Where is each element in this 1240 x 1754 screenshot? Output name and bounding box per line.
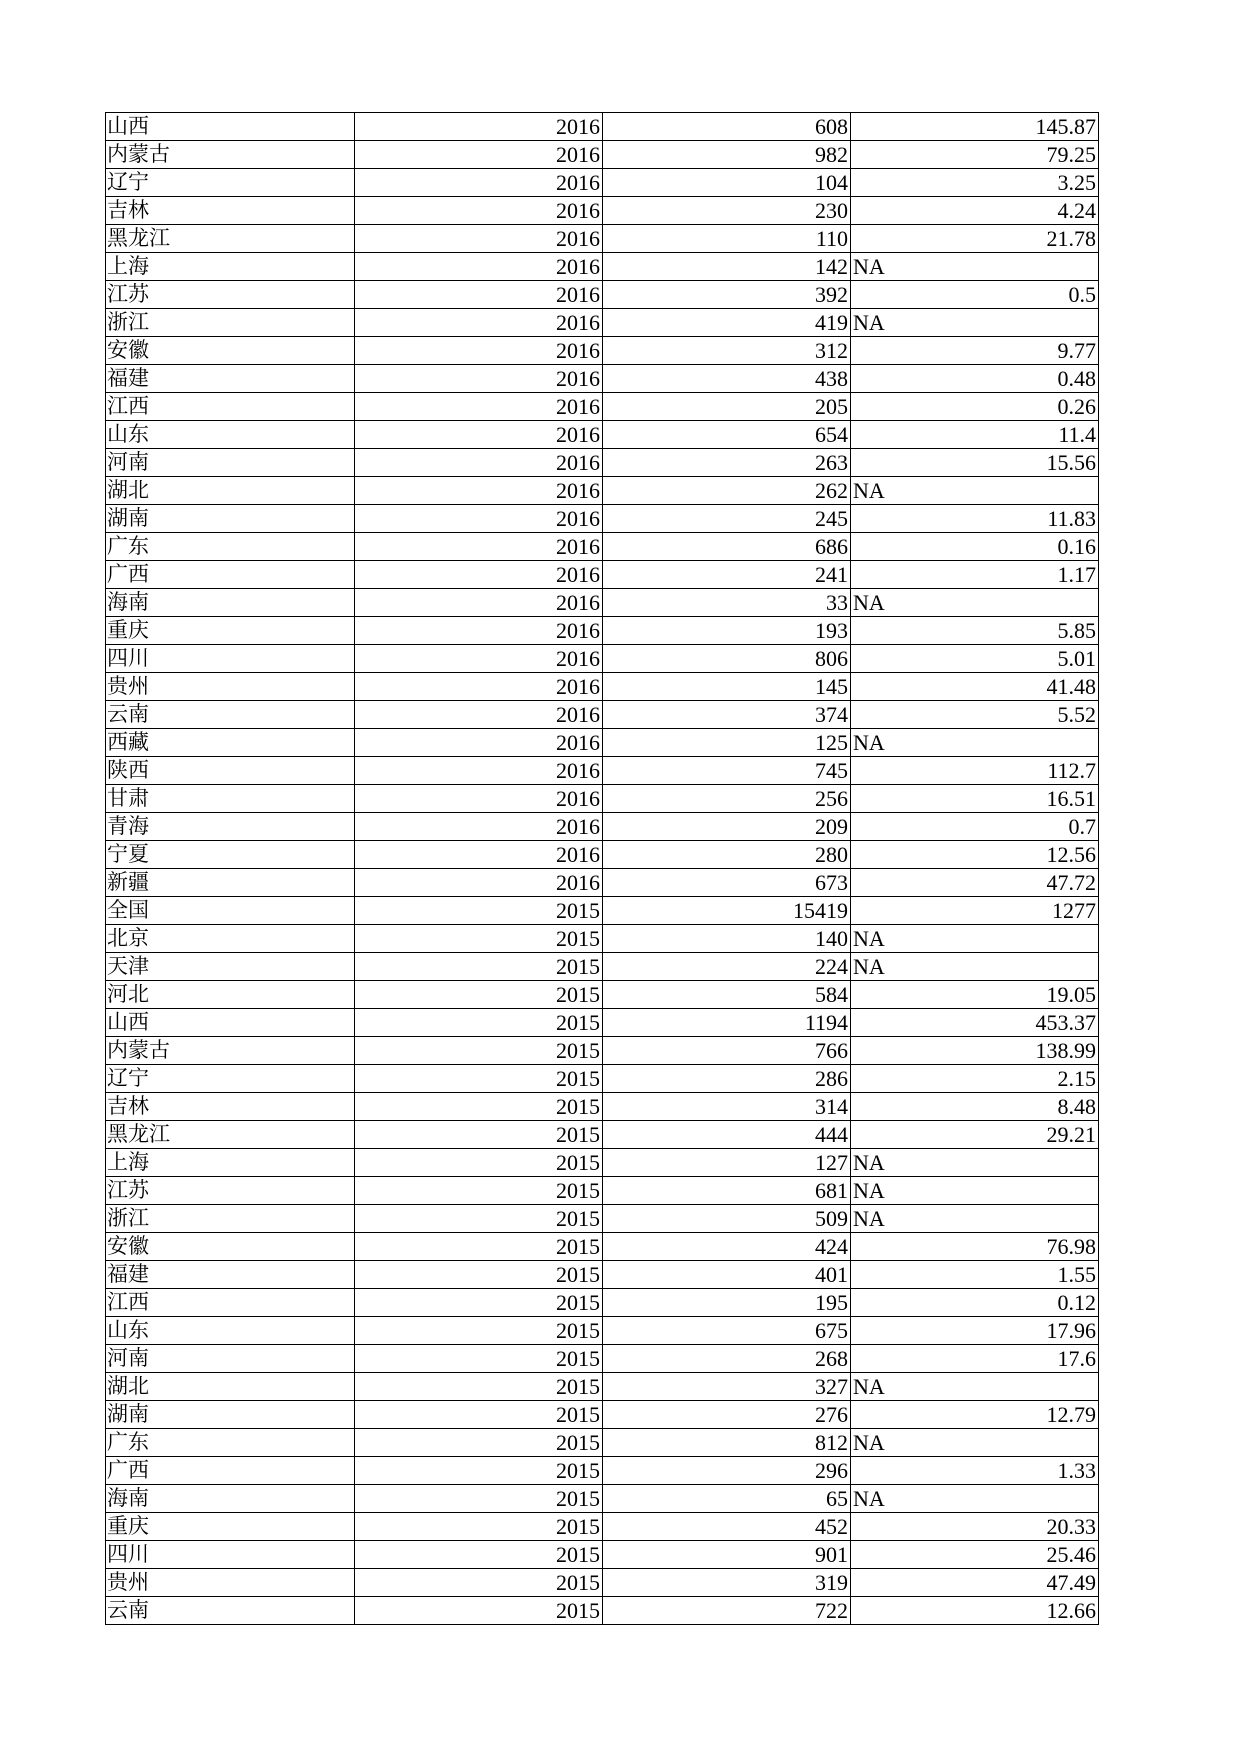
- table-row: [106, 1205, 1099, 1233]
- count-cell[interactable]: 374: [603, 701, 851, 729]
- table-row: [106, 701, 1099, 729]
- table-row: [106, 365, 1099, 393]
- region-cell[interactable]: 江苏: [106, 1177, 355, 1205]
- region-cell[interactable]: 上海: [106, 1149, 355, 1177]
- region-cell[interactable]: 浙江: [106, 1205, 355, 1233]
- year-cell[interactable]: 2016: [355, 225, 603, 253]
- region-cell[interactable]: 河南: [106, 449, 355, 477]
- count-cell[interactable]: 314: [603, 1093, 851, 1121]
- count-cell[interactable]: 110: [603, 225, 851, 253]
- table-row: [106, 1261, 1099, 1289]
- value-cell[interactable]: 0.12: [851, 1289, 1099, 1317]
- count-cell[interactable]: 745: [603, 757, 851, 785]
- region-cell[interactable]: 黑龙江: [106, 225, 355, 253]
- count-cell[interactable]: 125: [603, 729, 851, 757]
- value-cell[interactable]: 11.4: [851, 421, 1099, 449]
- value-cell[interactable]: 1277: [851, 897, 1099, 925]
- value-cell[interactable]: NA: [851, 925, 1099, 953]
- count-cell[interactable]: 142: [603, 253, 851, 281]
- region-cell[interactable]: 吉林: [106, 1093, 355, 1121]
- year-cell[interactable]: 2015: [355, 981, 603, 1009]
- year-cell[interactable]: 2015: [355, 1373, 603, 1401]
- count-cell[interactable]: 276: [603, 1401, 851, 1429]
- table-row: [106, 589, 1099, 617]
- value-cell[interactable]: 3.25: [851, 169, 1099, 197]
- table-row: [106, 1457, 1099, 1485]
- table-row: [106, 1093, 1099, 1121]
- count-cell[interactable]: 812: [603, 1429, 851, 1457]
- value-cell[interactable]: 15.56: [851, 449, 1099, 477]
- count-cell[interactable]: 296: [603, 1457, 851, 1485]
- count-cell[interactable]: 673: [603, 869, 851, 897]
- year-cell[interactable]: 2015: [355, 1205, 603, 1233]
- year-cell[interactable]: 2016: [355, 253, 603, 281]
- count-cell[interactable]: 195: [603, 1289, 851, 1317]
- year-cell[interactable]: 2015: [355, 1177, 603, 1205]
- year-cell[interactable]: 2016: [355, 449, 603, 477]
- year-cell[interactable]: 2016: [355, 617, 603, 645]
- table-row: [106, 1317, 1099, 1345]
- count-cell[interactable]: 15419: [603, 897, 851, 925]
- region-cell[interactable]: 广东: [106, 1429, 355, 1457]
- count-cell[interactable]: 686: [603, 533, 851, 561]
- count-cell[interactable]: 209: [603, 813, 851, 841]
- region-cell[interactable]: 河北: [106, 981, 355, 1009]
- value-cell[interactable]: 79.25: [851, 141, 1099, 169]
- count-cell[interactable]: 127: [603, 1149, 851, 1177]
- region-cell[interactable]: 甘肃: [106, 785, 355, 813]
- year-cell[interactable]: 2015: [355, 1485, 603, 1513]
- table-row: [106, 337, 1099, 365]
- value-cell[interactable]: 1.17: [851, 561, 1099, 589]
- value-cell[interactable]: 145.87: [851, 113, 1099, 141]
- count-cell[interactable]: 65: [603, 1485, 851, 1513]
- count-cell[interactable]: 312: [603, 337, 851, 365]
- table-row: [106, 785, 1099, 813]
- count-cell[interactable]: 438: [603, 365, 851, 393]
- table-row: [106, 253, 1099, 281]
- table-row: [106, 925, 1099, 953]
- count-cell[interactable]: 509: [603, 1205, 851, 1233]
- count-cell[interactable]: 419: [603, 309, 851, 337]
- value-cell[interactable]: NA: [851, 1373, 1099, 1401]
- value-cell[interactable]: 5.01: [851, 645, 1099, 673]
- region-cell[interactable]: 江苏: [106, 281, 355, 309]
- value-cell[interactable]: 5.85: [851, 617, 1099, 645]
- year-cell[interactable]: 2015: [355, 1345, 603, 1373]
- table-row: [106, 1121, 1099, 1149]
- year-cell[interactable]: 2016: [355, 365, 603, 393]
- year-cell[interactable]: 2016: [355, 505, 603, 533]
- region-cell[interactable]: 云南: [106, 701, 355, 729]
- region-cell[interactable]: 山西: [106, 113, 355, 141]
- region-cell[interactable]: 上海: [106, 253, 355, 281]
- value-cell[interactable]: 12.56: [851, 841, 1099, 869]
- value-cell[interactable]: 17.96: [851, 1317, 1099, 1345]
- year-cell[interactable]: 2015: [355, 1569, 603, 1597]
- value-cell[interactable]: 47.49: [851, 1569, 1099, 1597]
- year-cell[interactable]: 2015: [355, 1009, 603, 1037]
- table-row: [106, 1037, 1099, 1065]
- value-cell[interactable]: 25.46: [851, 1541, 1099, 1569]
- year-cell[interactable]: 2015: [355, 1149, 603, 1177]
- count-cell[interactable]: 193: [603, 617, 851, 645]
- year-cell[interactable]: 2016: [355, 785, 603, 813]
- value-cell[interactable]: NA: [851, 1429, 1099, 1457]
- region-cell[interactable]: 广西: [106, 1457, 355, 1485]
- value-cell[interactable]: 76.98: [851, 1233, 1099, 1261]
- year-cell[interactable]: 2016: [355, 477, 603, 505]
- table-row: [106, 309, 1099, 337]
- value-cell[interactable]: 0.7: [851, 813, 1099, 841]
- year-cell[interactable]: 2016: [355, 757, 603, 785]
- value-cell[interactable]: 2.15: [851, 1065, 1099, 1093]
- value-cell[interactable]: NA: [851, 953, 1099, 981]
- region-cell[interactable]: 安徽: [106, 337, 355, 365]
- region-cell[interactable]: 广西: [106, 561, 355, 589]
- region-cell[interactable]: 江西: [106, 393, 355, 421]
- region-cell[interactable]: 福建: [106, 365, 355, 393]
- region-cell[interactable]: 宁夏: [106, 841, 355, 869]
- year-cell[interactable]: 2015: [355, 1065, 603, 1093]
- value-cell[interactable]: 4.24: [851, 197, 1099, 225]
- region-cell[interactable]: 内蒙古: [106, 1037, 355, 1065]
- year-cell[interactable]: 2015: [355, 1429, 603, 1457]
- year-cell[interactable]: 2015: [355, 897, 603, 925]
- table-row: [106, 421, 1099, 449]
- region-cell[interactable]: 四川: [106, 1541, 355, 1569]
- region-cell[interactable]: 内蒙古: [106, 141, 355, 169]
- region-cell[interactable]: 贵州: [106, 1569, 355, 1597]
- year-cell[interactable]: 2015: [355, 1037, 603, 1065]
- region-cell[interactable]: 云南: [106, 1597, 355, 1625]
- year-cell[interactable]: 2016: [355, 841, 603, 869]
- value-cell[interactable]: 12.79: [851, 1401, 1099, 1429]
- count-cell[interactable]: 319: [603, 1569, 851, 1597]
- count-cell[interactable]: 681: [603, 1177, 851, 1205]
- value-cell[interactable]: 0.26: [851, 393, 1099, 421]
- region-cell[interactable]: 浙江: [106, 309, 355, 337]
- table-row: [106, 449, 1099, 477]
- region-cell[interactable]: 湖北: [106, 1373, 355, 1401]
- year-cell[interactable]: 2016: [355, 561, 603, 589]
- table-row: [106, 841, 1099, 869]
- table-row: [106, 141, 1099, 169]
- table-row: [106, 169, 1099, 197]
- table-row: [106, 1401, 1099, 1429]
- count-cell[interactable]: 286: [603, 1065, 851, 1093]
- year-cell[interactable]: 2015: [355, 1121, 603, 1149]
- value-cell[interactable]: 47.72: [851, 869, 1099, 897]
- value-cell[interactable]: 0.48: [851, 365, 1099, 393]
- region-cell[interactable]: 海南: [106, 1485, 355, 1513]
- value-cell[interactable]: 41.48: [851, 673, 1099, 701]
- count-cell[interactable]: 608: [603, 113, 851, 141]
- table-row: [106, 561, 1099, 589]
- region-cell[interactable]: 河南: [106, 1345, 355, 1373]
- table-row: [106, 617, 1099, 645]
- year-cell[interactable]: 2015: [355, 1233, 603, 1261]
- value-cell[interactable]: NA: [851, 1177, 1099, 1205]
- year-cell[interactable]: 2015: [355, 1093, 603, 1121]
- value-cell[interactable]: 0.5: [851, 281, 1099, 309]
- region-cell[interactable]: 黑龙江: [106, 1121, 355, 1149]
- year-cell[interactable]: 2015: [355, 925, 603, 953]
- region-cell[interactable]: 广东: [106, 533, 355, 561]
- region-cell[interactable]: 福建: [106, 1261, 355, 1289]
- value-cell[interactable]: 138.99: [851, 1037, 1099, 1065]
- year-cell[interactable]: 2016: [355, 813, 603, 841]
- count-cell[interactable]: 424: [603, 1233, 851, 1261]
- value-cell[interactable]: 8.48: [851, 1093, 1099, 1121]
- year-cell[interactable]: 2015: [355, 1513, 603, 1541]
- region-cell[interactable]: 山东: [106, 421, 355, 449]
- region-cell[interactable]: 辽宁: [106, 169, 355, 197]
- region-cell[interactable]: 全国: [106, 897, 355, 925]
- value-cell[interactable]: NA: [851, 253, 1099, 281]
- region-cell[interactable]: 湖北: [106, 477, 355, 505]
- year-cell[interactable]: 2016: [355, 729, 603, 757]
- count-cell[interactable]: 654: [603, 421, 851, 449]
- table-row: [106, 1345, 1099, 1373]
- value-cell[interactable]: 0.16: [851, 533, 1099, 561]
- value-cell[interactable]: 12.66: [851, 1597, 1099, 1625]
- region-cell[interactable]: 贵州: [106, 673, 355, 701]
- year-cell[interactable]: 2016: [355, 281, 603, 309]
- region-cell[interactable]: 海南: [106, 589, 355, 617]
- value-cell[interactable]: 5.52: [851, 701, 1099, 729]
- region-cell[interactable]: 吉林: [106, 197, 355, 225]
- value-cell[interactable]: 29.21: [851, 1121, 1099, 1149]
- table-row: [106, 505, 1099, 533]
- region-cell[interactable]: 湖南: [106, 1401, 355, 1429]
- count-cell[interactable]: 766: [603, 1037, 851, 1065]
- table-row: [106, 1177, 1099, 1205]
- value-cell[interactable]: NA: [851, 729, 1099, 757]
- table-row: [106, 729, 1099, 757]
- count-cell[interactable]: 205: [603, 393, 851, 421]
- spreadsheet-table: [105, 112, 1099, 1625]
- value-cell[interactable]: 1.33: [851, 1457, 1099, 1485]
- table-row: [106, 1597, 1099, 1625]
- count-cell[interactable]: 1194: [603, 1009, 851, 1037]
- region-cell[interactable]: 安徽: [106, 1233, 355, 1261]
- value-cell[interactable]: 1.55: [851, 1261, 1099, 1289]
- year-cell[interactable]: 2015: [355, 1457, 603, 1485]
- year-cell[interactable]: 2016: [355, 673, 603, 701]
- year-cell[interactable]: 2016: [355, 393, 603, 421]
- table-row: [106, 1569, 1099, 1597]
- year-cell[interactable]: 2016: [355, 337, 603, 365]
- value-cell[interactable]: 112.7: [851, 757, 1099, 785]
- count-cell[interactable]: 245: [603, 505, 851, 533]
- region-cell[interactable]: 辽宁: [106, 1065, 355, 1093]
- table-row: [106, 1289, 1099, 1317]
- count-cell[interactable]: 901: [603, 1541, 851, 1569]
- count-cell[interactable]: 722: [603, 1597, 851, 1625]
- count-cell[interactable]: 145: [603, 673, 851, 701]
- region-cell[interactable]: 山东: [106, 1317, 355, 1345]
- region-cell[interactable]: 陕西: [106, 757, 355, 785]
- table-row: [106, 981, 1099, 1009]
- count-cell[interactable]: 392: [603, 281, 851, 309]
- value-cell[interactable]: 19.05: [851, 981, 1099, 1009]
- table-row: [106, 869, 1099, 897]
- count-cell[interactable]: 452: [603, 1513, 851, 1541]
- year-cell[interactable]: 2016: [355, 645, 603, 673]
- year-cell[interactable]: 2016: [355, 869, 603, 897]
- year-cell[interactable]: 2016: [355, 309, 603, 337]
- table-row: [106, 953, 1099, 981]
- region-cell[interactable]: 西藏: [106, 729, 355, 757]
- year-cell[interactable]: 2016: [355, 197, 603, 225]
- table-row: [106, 281, 1099, 309]
- region-cell[interactable]: 重庆: [106, 617, 355, 645]
- region-cell[interactable]: 山西: [106, 1009, 355, 1037]
- value-cell[interactable]: NA: [851, 1149, 1099, 1177]
- value-cell[interactable]: 453.37: [851, 1009, 1099, 1037]
- table-row: [106, 197, 1099, 225]
- table-row: [106, 393, 1099, 421]
- year-cell[interactable]: 2016: [355, 701, 603, 729]
- value-cell[interactable]: 16.51: [851, 785, 1099, 813]
- region-cell[interactable]: 青海: [106, 813, 355, 841]
- count-cell[interactable]: 280: [603, 841, 851, 869]
- table-row: [106, 1541, 1099, 1569]
- count-cell[interactable]: 224: [603, 953, 851, 981]
- year-cell[interactable]: 2015: [355, 1317, 603, 1345]
- value-cell[interactable]: NA: [851, 477, 1099, 505]
- table-row: [106, 1233, 1099, 1261]
- count-cell[interactable]: 140: [603, 925, 851, 953]
- value-cell[interactable]: 20.33: [851, 1513, 1099, 1541]
- table-row: [106, 1149, 1099, 1177]
- count-cell[interactable]: 262: [603, 477, 851, 505]
- table-row: [106, 1429, 1099, 1457]
- value-cell[interactable]: NA: [851, 309, 1099, 337]
- table-row: [106, 1009, 1099, 1037]
- table-row: [106, 813, 1099, 841]
- count-cell[interactable]: 401: [603, 1261, 851, 1289]
- value-cell[interactable]: NA: [851, 1205, 1099, 1233]
- year-cell[interactable]: 2016: [355, 113, 603, 141]
- table-row: [106, 1485, 1099, 1513]
- value-cell[interactable]: NA: [851, 589, 1099, 617]
- year-cell[interactable]: 2015: [355, 1401, 603, 1429]
- table-row: [106, 225, 1099, 253]
- count-cell[interactable]: 444: [603, 1121, 851, 1149]
- table-row: [106, 757, 1099, 785]
- table-row: [106, 1513, 1099, 1541]
- count-cell[interactable]: 241: [603, 561, 851, 589]
- region-cell[interactable]: 四川: [106, 645, 355, 673]
- region-cell[interactable]: 湖南: [106, 505, 355, 533]
- region-cell[interactable]: 天津: [106, 953, 355, 981]
- table-row: [106, 1065, 1099, 1093]
- year-cell[interactable]: 2015: [355, 1289, 603, 1317]
- count-cell[interactable]: 982: [603, 141, 851, 169]
- value-cell[interactable]: 17.6: [851, 1345, 1099, 1373]
- value-cell[interactable]: NA: [851, 1485, 1099, 1513]
- year-cell[interactable]: 2015: [355, 953, 603, 981]
- table-row: [106, 113, 1099, 141]
- year-cell[interactable]: 2015: [355, 1541, 603, 1569]
- count-cell[interactable]: 675: [603, 1317, 851, 1345]
- count-cell[interactable]: 806: [603, 645, 851, 673]
- count-cell[interactable]: 230: [603, 197, 851, 225]
- value-cell[interactable]: 11.83: [851, 505, 1099, 533]
- count-cell[interactable]: 584: [603, 981, 851, 1009]
- table-row: [106, 533, 1099, 561]
- value-cell[interactable]: 21.78: [851, 225, 1099, 253]
- year-cell[interactable]: 2015: [355, 1261, 603, 1289]
- spreadsheet-body: [106, 113, 1099, 1625]
- count-cell[interactable]: 263: [603, 449, 851, 477]
- region-cell[interactable]: 新疆: [106, 869, 355, 897]
- table-row: [106, 897, 1099, 925]
- year-cell[interactable]: 2016: [355, 169, 603, 197]
- table-row: [106, 477, 1099, 505]
- region-cell[interactable]: 北京: [106, 925, 355, 953]
- year-cell[interactable]: 2016: [355, 141, 603, 169]
- table-row: [106, 1373, 1099, 1401]
- count-cell[interactable]: 256: [603, 785, 851, 813]
- table-row: [106, 645, 1099, 673]
- count-cell[interactable]: 33: [603, 589, 851, 617]
- count-cell[interactable]: 104: [603, 169, 851, 197]
- count-cell[interactable]: 327: [603, 1373, 851, 1401]
- year-cell[interactable]: 2015: [355, 1597, 603, 1625]
- count-cell[interactable]: 268: [603, 1345, 851, 1373]
- region-cell[interactable]: 江西: [106, 1289, 355, 1317]
- value-cell[interactable]: 9.77: [851, 337, 1099, 365]
- table-row: [106, 673, 1099, 701]
- region-cell[interactable]: 重庆: [106, 1513, 355, 1541]
- year-cell[interactable]: 2016: [355, 421, 603, 449]
- year-cell[interactable]: 2016: [355, 533, 603, 561]
- year-cell[interactable]: 2016: [355, 589, 603, 617]
